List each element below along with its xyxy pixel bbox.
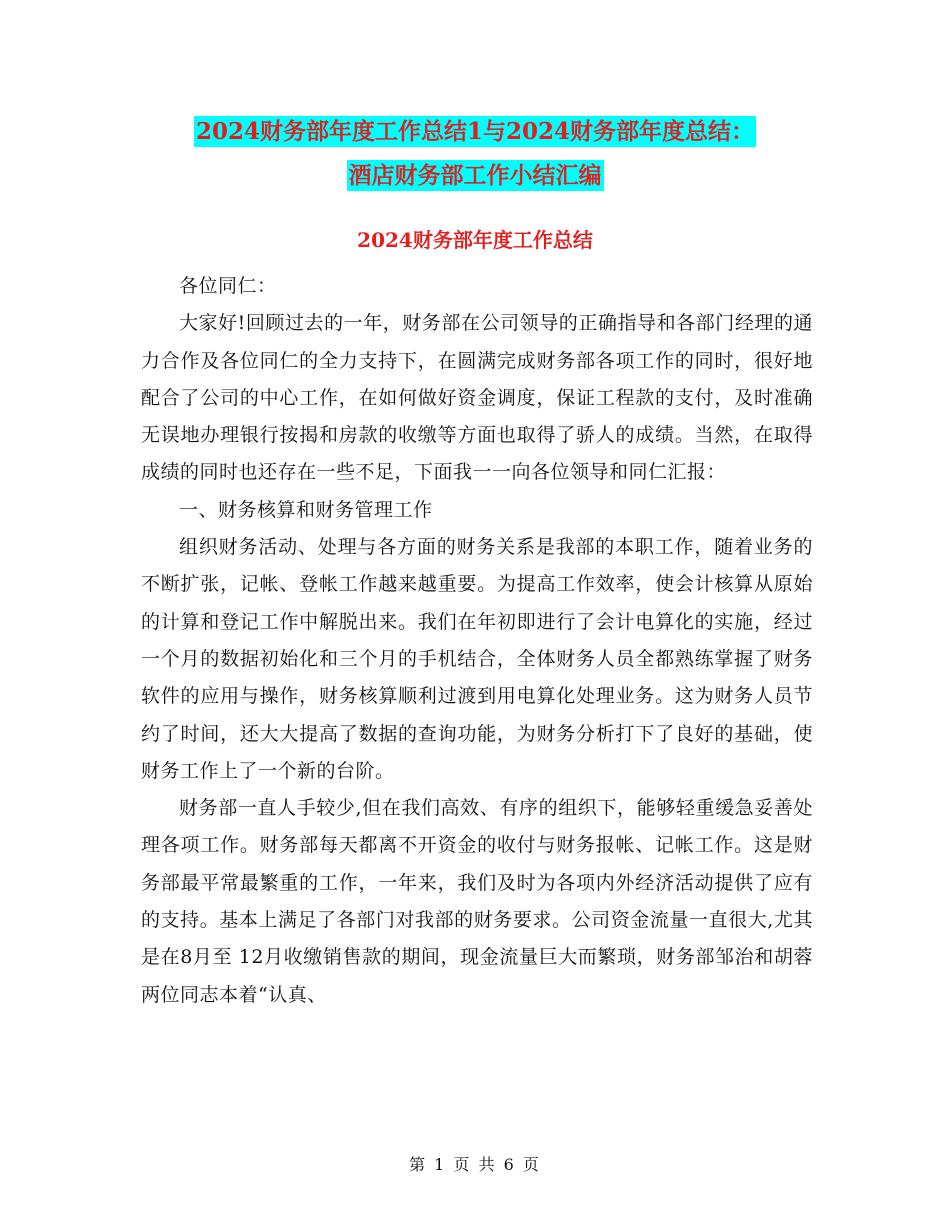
paragraph: 组织财务活动、处理与各方面的财务关系是我部的本职工作，随着业务的不断扩张，记帐、登帐工作越来越重要。为提高工作效率，使会计核算从原始的计算和登记工作中解脱出来。我们在年初即进行了会计电算化的实施，经过一个月的数据初始化和三个月的手机结合，全体财务人员全都熟练掌握了财务软件的应用与操作，财务核算顺利过渡到用电算化处理业务。这为财务人员节约了时间，还大大提高了数据的查询功能，为财务分析打下了良好的基础，使财务工作上了一个新的台阶。 [141, 536, 813, 782]
salutation: 各位同仁： [179, 275, 277, 297]
paragraph: 财务部一直人手较少,但在我们高效、有序的组织下，能够轻重缓急妥善处理各项工作。财务部每天都离不开资金的收付与财务报帐、记帐工作。这是财务部最平常最繁重的工作，一年来，我们及时为各项内外经济活动提供了应有的支持。基本上满足了各部门对我部的财务要求。公司资金流量一直很大,尤其是在8月至 12月收缴销售款的期间，现金流量巨大而繁琐，财务部邹治和胡蓉两位同志本着“认真、 [141, 797, 813, 1006]
section-heading: 一、财务核算和财务管理工作 [179, 498, 433, 521]
document-title-line-2: 酒店财务部工作小结汇编 [348, 162, 602, 189]
paragraph: 大家好!回顾过去的一年，财务部在公司领导的正确指导和各部门经理的通力合作及各位同仁的全力支持下，在圆满完成财务部各项工作的同时，很好地配合了公司的中心工作，在如何做好资金调度，保证工程款的支付，及时准确无误地办理银行按揭和房款的收缴等方面也取得了骄人的成绩。当然，在取得成绩的同时也还存在一些不足，下面我一一向各位领导和同仁汇报： [141, 312, 813, 484]
section-title: 2024财务部年度工作总结 [357, 228, 593, 252]
page-footer: 第 1 页 共 6 页 [409, 1155, 541, 1174]
document-title-line-1: 2024财务部年度工作总结1与2024财务部年度总结： [195, 118, 755, 145]
body-text [141, 268, 813, 1014]
